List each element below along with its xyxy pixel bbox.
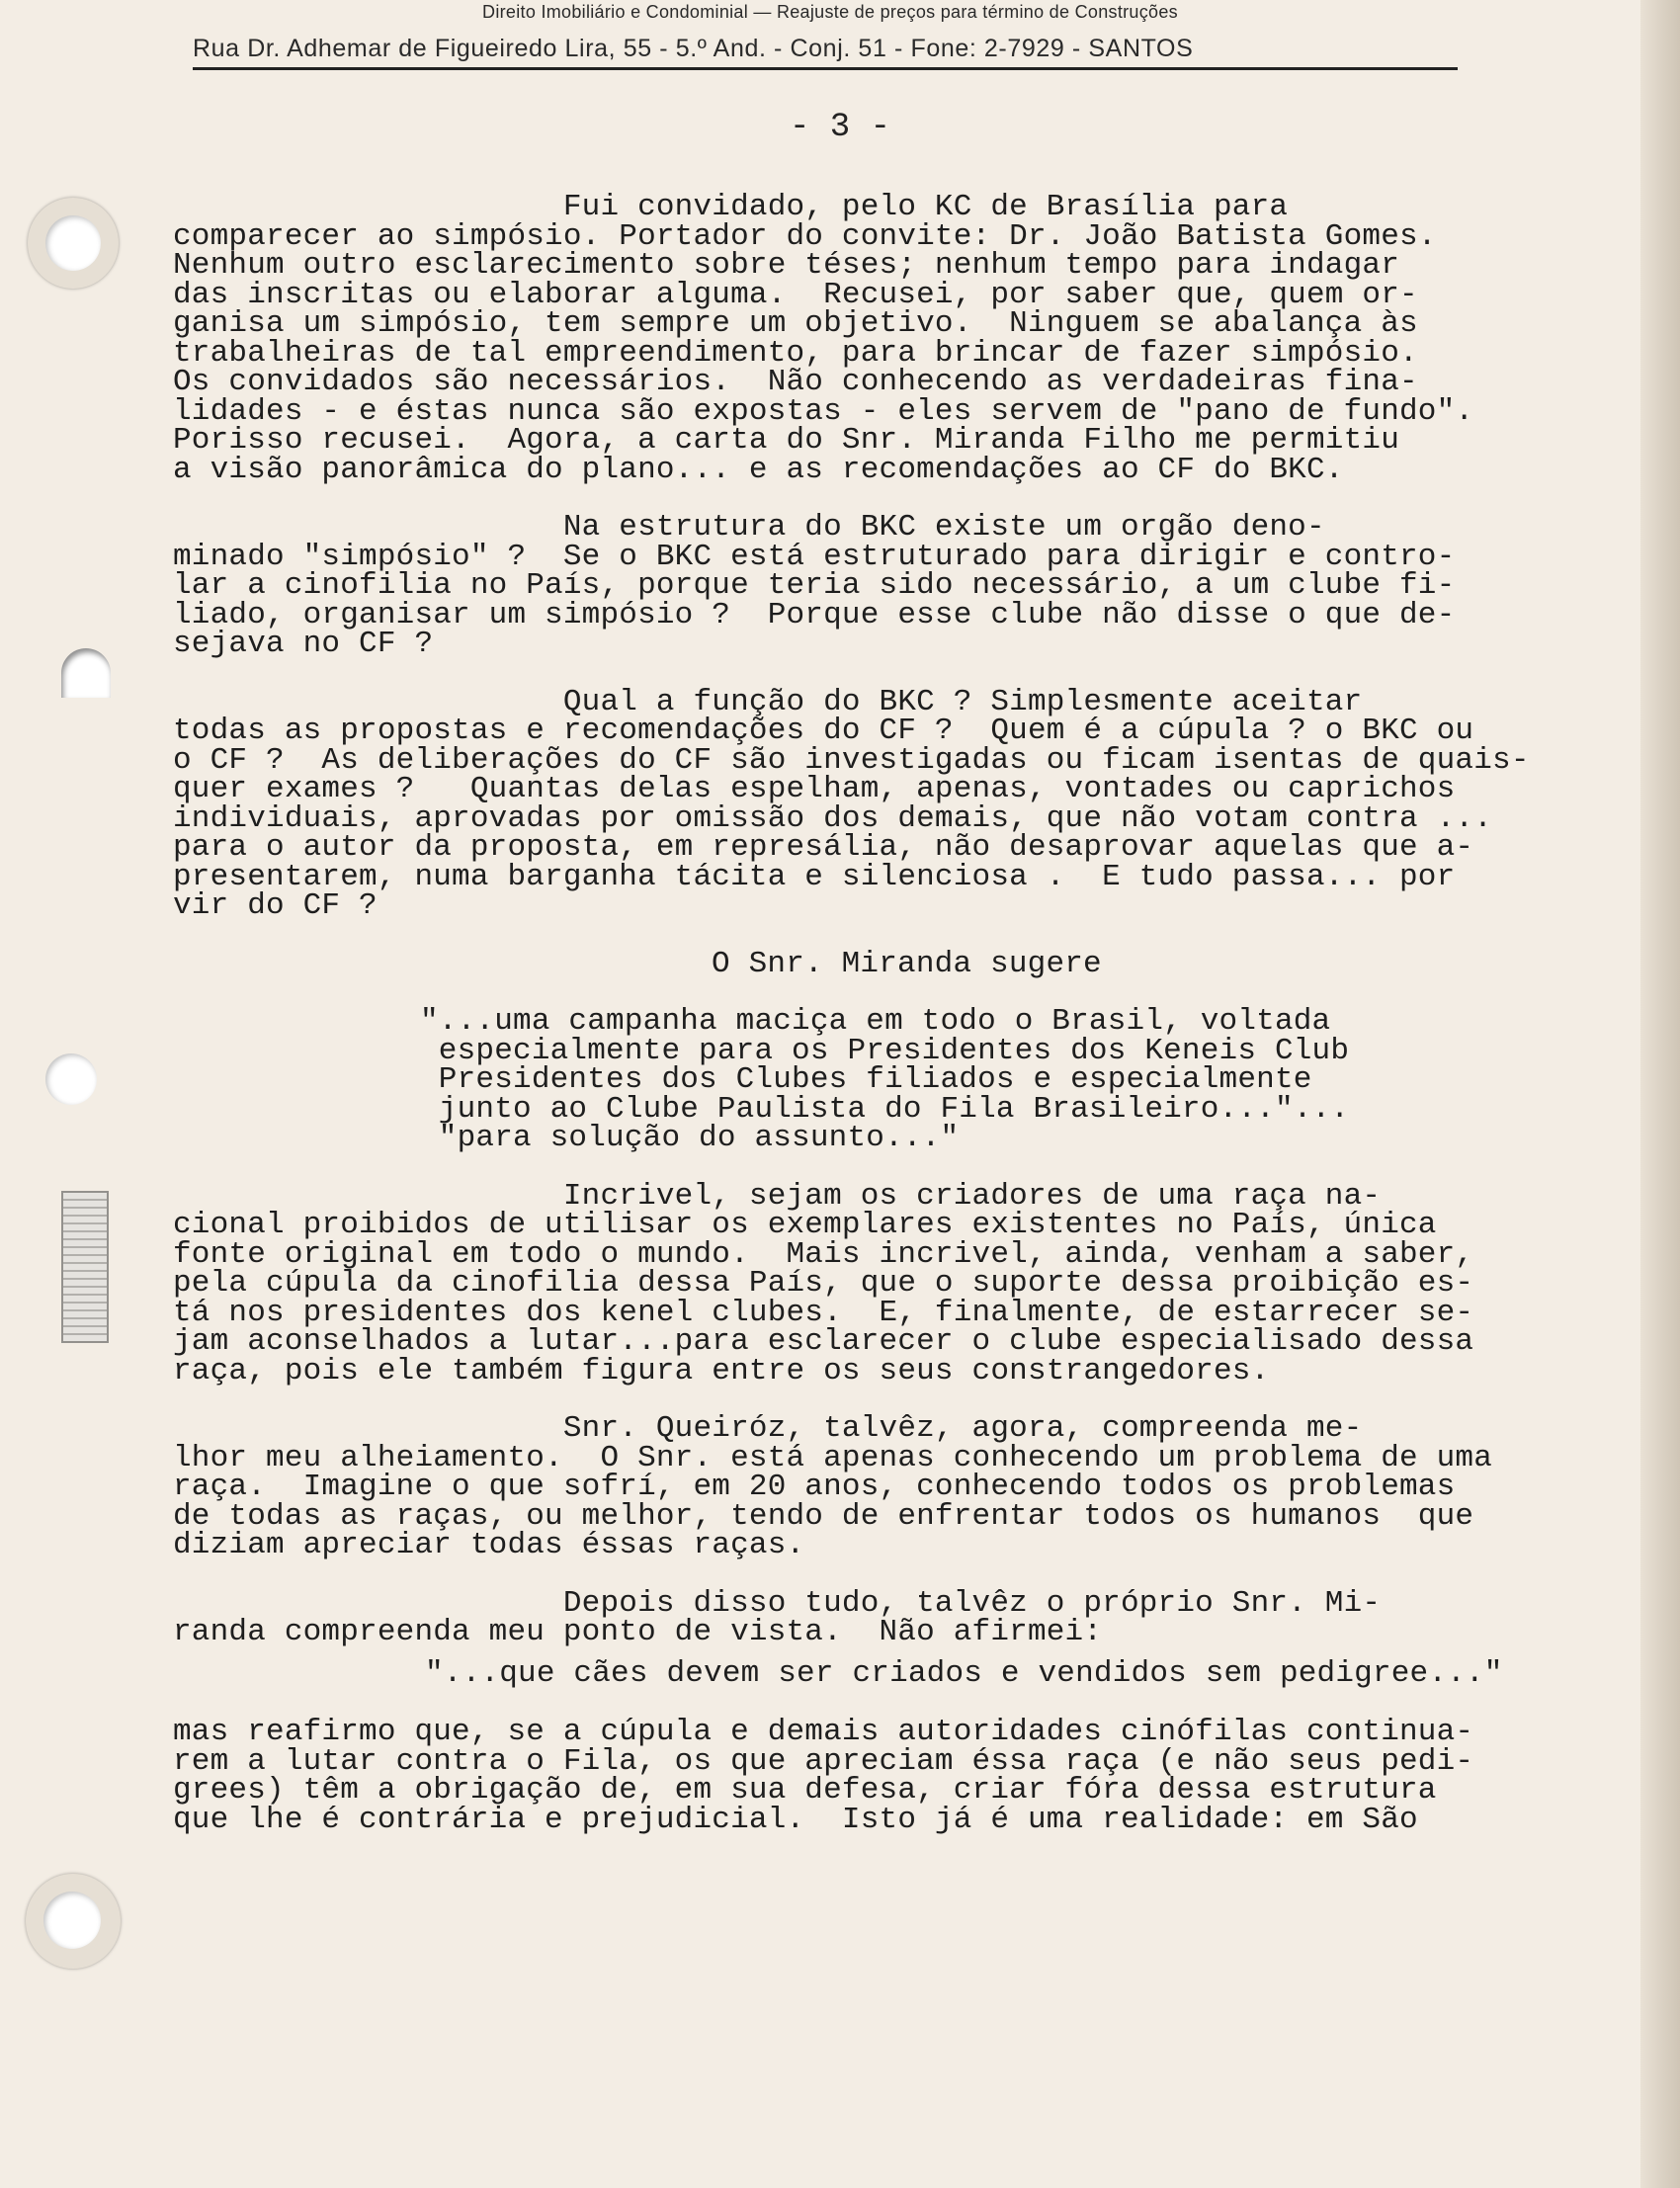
paragraph-3-line: o CF ? As deliberações do CF são investigadas ou ficam isentas de quais-	[173, 742, 1530, 778]
letterhead-address: Rua Dr. Adhemar de Figueiredo Lira, 55 - 5.º And. - Conj. 51 - Fone: 2-7929 - SANTOS	[193, 35, 1458, 70]
binder-hole-torn	[61, 648, 111, 698]
paragraph-3-line: quer exames ? Quantas delas espelham, apenas, vontades ou caprichos	[173, 772, 1456, 806]
paragraph-5-line: raça, pois ele também figura entre os seus constrangedores.	[173, 1353, 1270, 1389]
letterhead	[193, 2, 1468, 70]
paragraph-6-line: de todas as raças, ou melhor, tendo de enfrentar todos os humanos que	[173, 1498, 1474, 1534]
paragraph-3-line: Qual a função do BKC ? Simplesmente aceitar	[173, 684, 1363, 719]
paragraph-8-line: grees) têm a obrigação de, em sua defesa, criar fóra dessa estrutura	[173, 1773, 1437, 1808]
paragraph-5-line: fonte original em todo o mundo. Mais incrivel, ainda, venham a saber,	[173, 1236, 1474, 1272]
paragraph-8-line: rem a lutar contra o Fila, os que apreciam éssa raça (e não seus pedi-	[173, 1743, 1474, 1779]
paragraph-1-line: das inscritas ou elaborar alguma. Recusei, por saber que, quem or-	[173, 277, 1418, 312]
paragraph-1-line: Porisso recusei. Agora, a carta do Snr. Miranda Filho me permitiu	[173, 423, 1399, 458]
paragraph-6-line: lhor meu alheiamento. O Snr. está apenas conhecendo um problema de uma	[173, 1440, 1493, 1475]
paragraph-6-line: Snr. Queiróz, talvêz, agora, compreenda me-	[173, 1411, 1363, 1446]
paragraph-5	[173, 1178, 1616, 1389]
paragraph-1-line: ganisa um simpósio, tem sempre um objetivo. Ninguem se abalança às	[173, 306, 1418, 341]
paragraph-3-line: todas as propostas e recomendações do CF ? Quem é a cúpula ? o BKC ou	[173, 714, 1474, 748]
page-number: - 3 -	[789, 109, 891, 146]
quote-1-line: Presidentes dos Clubes filiados e especialmente	[420, 1062, 1312, 1097]
paragraph-7-line: Depois disso tudo, talvêz o próprio Snr. Mi-	[173, 1585, 1382, 1621]
page-edge	[1640, 0, 1680, 2188]
binder-hole-top	[45, 215, 101, 271]
paragraph-5-line: pela cúpula da cinofilia dessa País, que o suporte dessa proibição es-	[173, 1266, 1474, 1301]
paragraph-5-line: Incrivel, sejam os criadores de uma raça na-	[173, 1178, 1382, 1214]
letter-body	[173, 190, 1616, 1863]
paragraph-1-line: Os convidados são necessários. Não conhecendo as verdadeiras fina-	[173, 365, 1418, 399]
paragraph-3-line: presentarem, numa barganha tácita e silenciosa . E tudo passa... por	[173, 859, 1456, 894]
paragraph-7	[173, 1585, 1616, 1649]
paragraph-5-line: cional proibidos de utilisar os exemplares existentes no País, única	[173, 1208, 1437, 1242]
binder-hole-bottom	[43, 1892, 101, 1949]
stamp-mark	[61, 1191, 109, 1343]
paragraph-7-line: randa compreenda meu ponto de vista. Não afirmei:	[173, 1615, 1103, 1649]
paragraph-1	[173, 190, 1616, 487]
paragraph-2-line: liado, organisar um simpósio ? Porque esse clube não disse o que de-	[173, 597, 1456, 632]
quote-1-line: junto ao Clube Paulista do Fila Brasileiro..."...	[420, 1091, 1350, 1127]
paragraph-1-line: trabalheiras de tal empreendimento, para brincar de fazer simpósio.	[173, 335, 1418, 371]
paragraph-3-line: vir do CF ?	[173, 888, 378, 923]
paragraph-5-line: jam aconselhados a lutar...para esclarecer o clube especialisado dessa	[173, 1324, 1474, 1359]
paragraph-4	[173, 946, 1616, 981]
paragraph-8	[173, 1715, 1616, 1837]
quote-1-line: "para solução do assunto..."	[420, 1121, 960, 1155]
paragraph-5-line: tá nos presidentes dos kenel clubes. E, finalmente, de estarrecer se-	[173, 1295, 1474, 1330]
paragraph-1-line: Nenhum outro esclarecimento sobre téses; nenhum tempo para indagar	[173, 248, 1399, 283]
paragraph-3	[173, 684, 1616, 923]
paragraph-6-line: raça. Imagine o que sofrí, em 20 anos, conhecendo todos os problemas	[173, 1470, 1456, 1504]
paragraph-8-line: que lhe é contrária e prejudicial. Isto já é uma realidade: em São	[173, 1802, 1418, 1837]
quote-1-line: "...uma campanha maciça em todo o Brasil, voltada	[420, 1004, 1331, 1039]
quote-1	[173, 1004, 1616, 1155]
paragraph-2-line: minado "simpósio" ? Se o BKC está estruturado para dirigir e contro-	[173, 539, 1456, 574]
paragraph-4-line: O Snr. Miranda sugere	[712, 946, 1102, 981]
paragraph-2-line: lar a cinofilia no País, porque teria sido necessário, a um clube fi-	[173, 568, 1456, 603]
quote-1-line: especialmente para os Presidentes dos Keneis Club	[420, 1033, 1350, 1068]
paragraph-1-line: comparecer ao simpósio. Portador do convite: Dr. João Batista Gomes.	[173, 218, 1437, 254]
paragraph-6	[173, 1411, 1616, 1562]
paragraph-1-line: Fui convidado, pelo KC de Brasília para	[173, 190, 1289, 224]
letterhead-tagline: Direito Imobiliário e Condominial — Reajuste de preços para término de Construções	[482, 2, 1178, 22]
binder-hole-middle	[45, 1053, 97, 1105]
quote-2	[173, 1655, 1616, 1691]
paragraph-1-line: lidades - e éstas nunca são expostas - eles servem de "pano de fundo".	[173, 393, 1474, 429]
paragraph-2-line: Na estrutura do BKC existe um orgão deno-	[173, 510, 1325, 545]
paragraph-2	[173, 510, 1616, 661]
paragraph-8-line: mas reafirmo que, se a cúpula e demais autoridades cinófilas continua-	[173, 1715, 1474, 1749]
paragraph-1-line: a visão panorâmica do plano... e as recomendações ao CF do BKC.	[173, 452, 1344, 487]
paragraph-2-line: sejava no CF ?	[173, 627, 434, 661]
paragraph-3-line: individuais, aprovadas por omissão dos demais, que não votam contra ...	[173, 800, 1493, 836]
paragraph-6-line: diziam apreciar todas éssas raças.	[173, 1528, 805, 1562]
quote-2-line: "...que cães devem ser criados e vendidos sem pedigree..."	[425, 1655, 1503, 1691]
paragraph-3-line: para o autor da proposta, em represália, não desaprovar aquelas que a-	[173, 830, 1474, 865]
